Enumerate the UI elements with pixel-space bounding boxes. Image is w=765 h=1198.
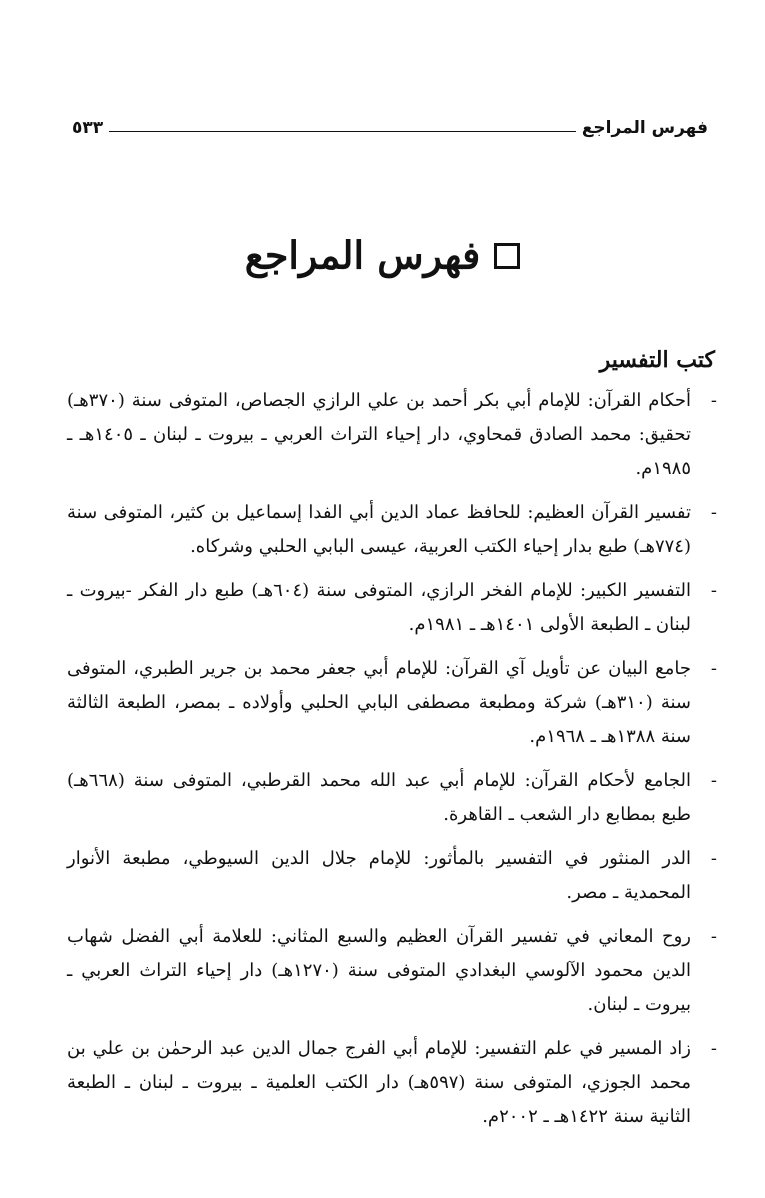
running-header [72, 108, 708, 138]
page-number: ٥٣٣ [72, 118, 104, 138]
reference-text: زاد المسير في علم التفسير: للإمام أبي الفرج جمال الدين عبد الرحمٰن بن علي بن محمد الجوزي، المتوفى سنة (٥٩٧هـ) دار الكتب العلمية ـ بيروت ـ لبنان ـ الطبعة الثانية سنة ١٤٢٢هـ ـ ٢٠٠٢م. [67, 1038, 691, 1127]
reference-text: الجامع لأحكام القرآن: للإمام أبي عبد الله محمد القرطبي، المتوفى سنة (٦٦٨هـ) طبع بمطابع دار الشعب ـ القاهرة. [67, 770, 691, 825]
page-title [0, 222, 765, 286]
dash-bullet: - [710, 770, 717, 791]
running-header-rule [109, 131, 576, 132]
reference-text: روح المعاني في تفسير القرآن العظيم والسبع المثاني: للعلامة أبي الفضل شهاب الدين محمود الآلوسي البغدادي المتوفى سنة (١٢٧٠هـ) دار إحياء التراث العربي ـ بيروت ـ لبنان. [67, 926, 692, 1015]
reference-entry-6 [67, 842, 717, 910]
dash-bullet: - [710, 926, 717, 947]
dash-bullet: - [710, 1038, 717, 1059]
dash-bullet: - [710, 390, 717, 411]
dash-bullet: - [710, 658, 717, 679]
dash-bullet: - [710, 848, 717, 869]
reference-text: التفسير الكبير: للإمام الفخر الرازي، المتوفى سنة (٦٠٤هـ) طبع دار الفكر -بيروت ـ لبنان ـ الطبعة الأولى ١٤٠١هـ ـ ١٩٨١م. [67, 580, 691, 635]
reference-entry-2 [67, 496, 717, 564]
reference-text: تفسير القرآن العظيم: للحافظ عماد الدين أبي الفدا إسماعيل بن كثير، المتوفى سنة (٧٧٤هـ) طبع بدار إحياء الكتب العربية، عيسى البابي الحلبي وشركاه. [67, 502, 691, 557]
reference-text: جامع البيان عن تأويل آي القرآن: للإمام أبي جعفر محمد بن جرير الطبري، المتوفى سنة (٣١٠هـ) شركة ومطبعة مصطفى البابي الحلبي وأولاده ـ بمصر، الطبعة الثالثة سنة ١٣٨٨هـ ـ ١٩٦٨م. [67, 658, 691, 747]
running-header-title: فهرس المراجع [581, 118, 708, 138]
reference-entry-5 [67, 764, 717, 832]
reference-text: أحكام القرآن: للإمام أبي بكر أحمد بن علي الرازي الجصاص، المتوفى سنة (٣٧٠هـ) تحقيق: محمد الصادق قمحاوي، دار إحياء التراث العربي ـ بيروت ـ لبنان ـ ١٤٠٥هـ ـ ١٩٨٥م. [67, 390, 691, 479]
reference-entry-7 [67, 920, 717, 1022]
section-heading: كتب التفسير [599, 347, 715, 373]
reference-entry-4 [67, 652, 717, 754]
reference-entry-8 [67, 1032, 717, 1134]
reference-entry-3 [67, 574, 717, 642]
dash-bullet: - [710, 580, 717, 601]
dash-bullet: - [710, 502, 717, 523]
reference-entry-1 [67, 384, 717, 486]
reference-list [67, 384, 717, 1144]
page-title-text: فهرس المراجع [244, 232, 481, 278]
square-box-icon [494, 243, 520, 269]
reference-text: الدر المنثور في التفسير بالمأثور: للإمام جلال الدين السيوطي، مطبعة الأنوار المحمدية ـ مصر. [67, 848, 691, 903]
